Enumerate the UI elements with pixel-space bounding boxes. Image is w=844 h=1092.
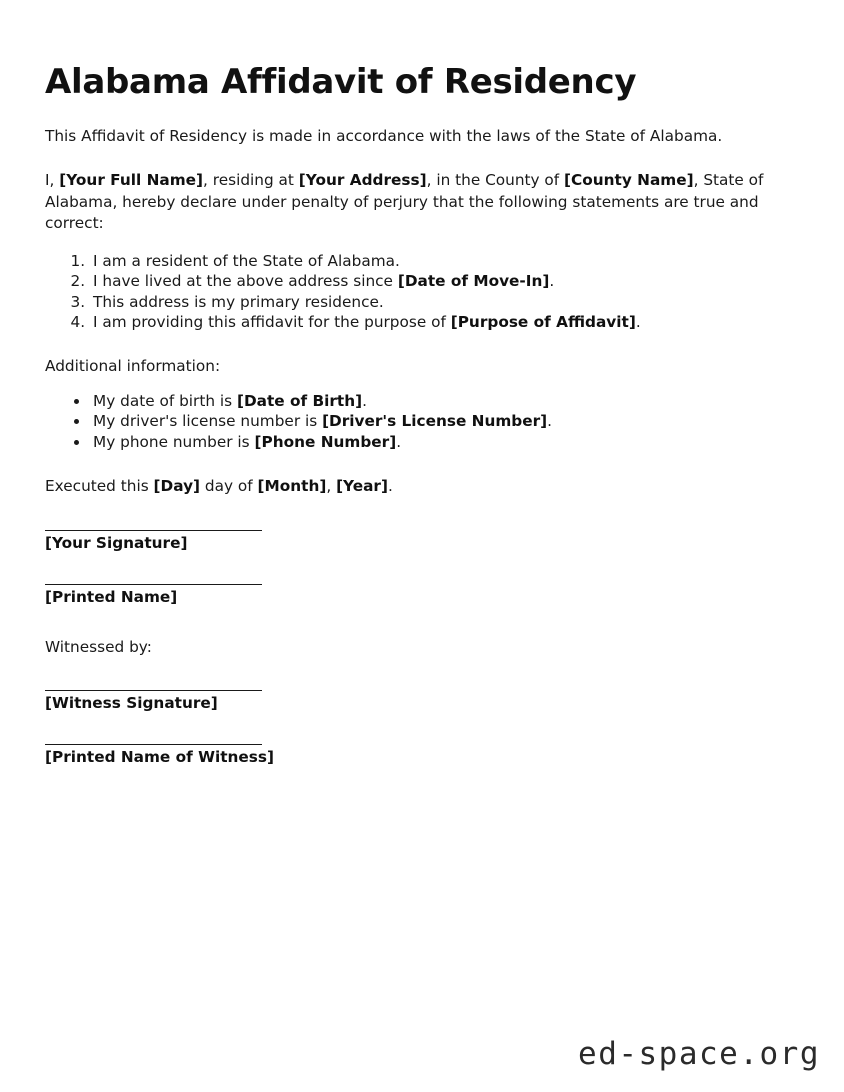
declaration-mid-2: , in the County of bbox=[426, 170, 565, 189]
placeholder-county: [County Name] bbox=[564, 170, 694, 189]
additional-placeholder: [Phone Number] bbox=[254, 432, 397, 451]
additional-placeholder: [Driver's License Number] bbox=[322, 412, 548, 431]
signature-block-witness-printed-name bbox=[45, 744, 782, 768]
list-item bbox=[90, 391, 782, 411]
statement-text: I am providing this affidavit for the purpose of bbox=[93, 313, 451, 332]
additional-text-after: . bbox=[396, 432, 402, 451]
signature-label: [Witness Signature] bbox=[45, 694, 218, 713]
signature-line bbox=[45, 690, 262, 691]
additional-text: My date of birth is bbox=[93, 392, 237, 411]
signature-line bbox=[45, 744, 262, 745]
placeholder-full-name: [Your Full Name] bbox=[59, 170, 204, 189]
list-item bbox=[90, 411, 782, 431]
declaration-lead: I, bbox=[45, 170, 60, 189]
signature-block-your-signature bbox=[45, 530, 782, 554]
statement-placeholder: [Purpose of Affidavit] bbox=[450, 313, 636, 332]
signature-label: [Your Signature] bbox=[45, 533, 188, 552]
additional-text: My driver's license number is bbox=[93, 412, 323, 431]
statement-text-after: . bbox=[635, 313, 641, 332]
list-item bbox=[90, 292, 782, 312]
page-title: Alabama Affidavit of Residency bbox=[45, 62, 637, 102]
list-item bbox=[90, 251, 782, 271]
statement-text-after: . bbox=[549, 272, 555, 291]
placeholder-address: [Your Address] bbox=[298, 170, 427, 189]
signature-label: [Printed Name] bbox=[45, 587, 178, 606]
statements-list bbox=[45, 251, 782, 332]
list-item bbox=[90, 271, 782, 291]
signature-label: [Printed Name of Witness] bbox=[45, 748, 274, 767]
execution-separator: , bbox=[326, 477, 337, 496]
placeholder-day: [Day] bbox=[153, 477, 201, 496]
additional-information-list bbox=[45, 391, 782, 452]
intro-paragraph: This Affidavit of Residency is made in accordance with the laws of the State of Alabama. bbox=[45, 127, 723, 146]
additional-text: My phone number is bbox=[93, 432, 255, 451]
execution-lead: Executed this bbox=[45, 477, 154, 496]
statement-placeholder: [Date of Move-In] bbox=[397, 272, 550, 291]
additional-placeholder: [Date of Birth] bbox=[236, 392, 363, 411]
signature-block-witness-signature bbox=[45, 690, 782, 714]
signature-block-printed-name bbox=[45, 584, 782, 608]
watermark: ed-space.org bbox=[578, 1036, 820, 1072]
additional-text-after: . bbox=[362, 392, 367, 411]
execution-tail: . bbox=[387, 477, 393, 496]
witness-intro-text: Witnessed by: bbox=[45, 637, 152, 656]
list-item bbox=[90, 312, 782, 332]
statement-text: I am a resident of the State of Alabama. bbox=[93, 251, 400, 270]
signature-line bbox=[45, 584, 262, 585]
placeholder-month: [Month] bbox=[257, 477, 327, 496]
declaration-mid-1: , residing at bbox=[203, 170, 299, 189]
placeholder-year: [Year] bbox=[336, 477, 388, 496]
statement-text: This address is my primary residence. bbox=[93, 292, 384, 311]
additional-text-after: . bbox=[547, 412, 553, 431]
signature-line bbox=[45, 530, 262, 531]
additional-information-heading: Additional information: bbox=[45, 357, 221, 376]
execution-mid: day of bbox=[200, 477, 258, 496]
declaration-paragraph bbox=[45, 170, 781, 235]
declaration-tail: , State of Alabama, hereby declare under penalty of perjury that the following statements are true and correct: bbox=[45, 170, 764, 233]
execution-paragraph bbox=[45, 476, 781, 498]
list-item bbox=[90, 432, 782, 452]
statement-text: I have lived at the above address since bbox=[93, 272, 398, 291]
